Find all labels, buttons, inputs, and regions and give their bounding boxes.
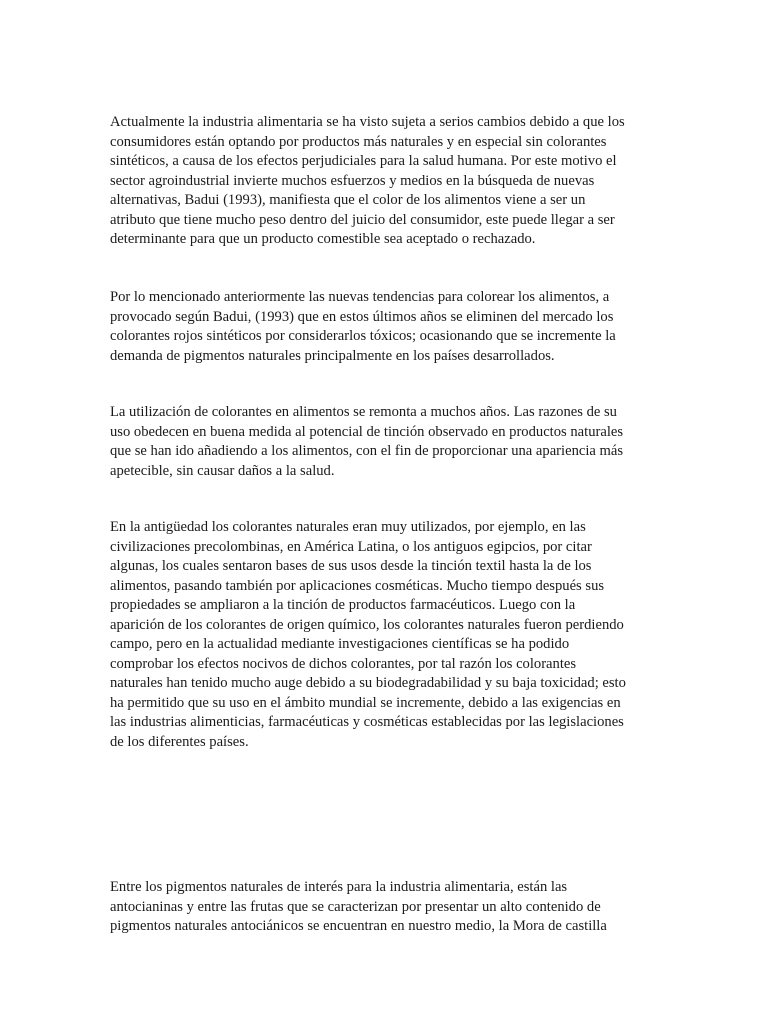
text-line: las industrias alimenticias, farmacéuticas y cosméticas establecidas por las legislaciones — [110, 714, 624, 730]
text-line: civilizaciones precolombinas, en América Latina, o los antiguos egipcios, por citar — [110, 538, 592, 555]
text-line: consumidores están optando por productos más naturales y en especial sin colorantes — [110, 133, 607, 150]
text-line: que se han ido añadiendo a los alimentos, con el fin de proporcionar una apariencia más — [110, 443, 624, 459]
text-line: alimentos, pasando también por aplicaciones cosméticas. Mucho tiempo después sus — [110, 577, 605, 594]
text-line: colorantes rojos sintéticos por considerarlos tóxicos; ocasionando que se incremente la — [110, 328, 616, 344]
text-line: de los diferentes países. — [110, 733, 249, 750]
text-line: La utilización de colorantes en alimentos se remonta a muchos años. Las razones de su — [110, 404, 617, 420]
paragraph — [110, 878, 660, 937]
text-line: algunas, los cuales sentaron bases de sus usos desde la tinción textil hasta la de los — [110, 558, 592, 574]
text-line: Entre los pigmentos naturales de interés para la industria alimentaria, están las — [110, 879, 568, 895]
text-line: naturales han tenido mucho auge debido a su biodegradabilidad y su baja toxicidad; esto — [110, 675, 626, 691]
text-line: aparición de los colorantes de origen químico, los colorantes naturales fueron perdiendo — [110, 616, 624, 633]
text-line: comprobar los efectos nocivos de dichos colorantes, por tal razón los colorantes — [110, 655, 577, 672]
text-line: sector agroindustrial invierte muchos esfuerzos y medios en la búsqueda de nuevas — [110, 172, 595, 189]
text-line: Actualmente la industria alimentaria se ha visto sujeta a serios cambios debido a que los — [110, 114, 625, 130]
text-line: alternativas, Badui (1993), manifiesta que el color de los alimentos viene a ser un — [110, 192, 586, 208]
text-line: pigmentos naturales antociánicos se encuentran en nuestro medio, la Mora de castilla — [110, 918, 607, 934]
text-line: apetecible, sin causar daños a la salud. — [110, 462, 335, 479]
paragraph — [110, 403, 660, 481]
text-line: uso obedecen en buena medida al potencial de tinción observado en productos naturales — [110, 423, 624, 440]
text-line: atributo que tiene mucho peso dentro del juicio del consumidor, este puede llegar a ser — [110, 211, 615, 228]
paragraph — [110, 288, 660, 366]
text-line: Por lo mencionado anteriormente las nuevas tendencias para colorear los alimentos, a — [110, 289, 610, 305]
text-line: sintéticos, a causa de los efectos perjudiciales para la salud humana. Por este motivo el — [110, 153, 617, 169]
text-line: provocado según Badui, (1993) que en estos últimos años se eliminen del mercado los — [110, 308, 614, 325]
text-line: ha permitido que su uso en el ámbito mundial se incremente, debido a las exigencias en — [110, 694, 621, 711]
text-line: En la antigüedad los colorantes naturales eran muy utilizados, por ejemplo, en las — [110, 519, 586, 535]
text-line: determinante para que un producto comestible sea aceptado o rechazado. — [110, 231, 536, 247]
text-line: antocianinas y entre las frutas que se caracterizan por presentar un alto contenido de — [110, 898, 601, 915]
text-line: propiedades se ampliaron a la tinción de productos farmacéuticos. Luego con la — [110, 597, 576, 613]
text-line: demanda de pigmentos naturales principalmente en los países desarrollados. — [110, 347, 555, 364]
text-line: campo, pero en la actualidad mediante investigaciones científicas se ha podido — [110, 636, 570, 652]
paragraph — [110, 113, 660, 250]
paragraph — [110, 518, 660, 752]
